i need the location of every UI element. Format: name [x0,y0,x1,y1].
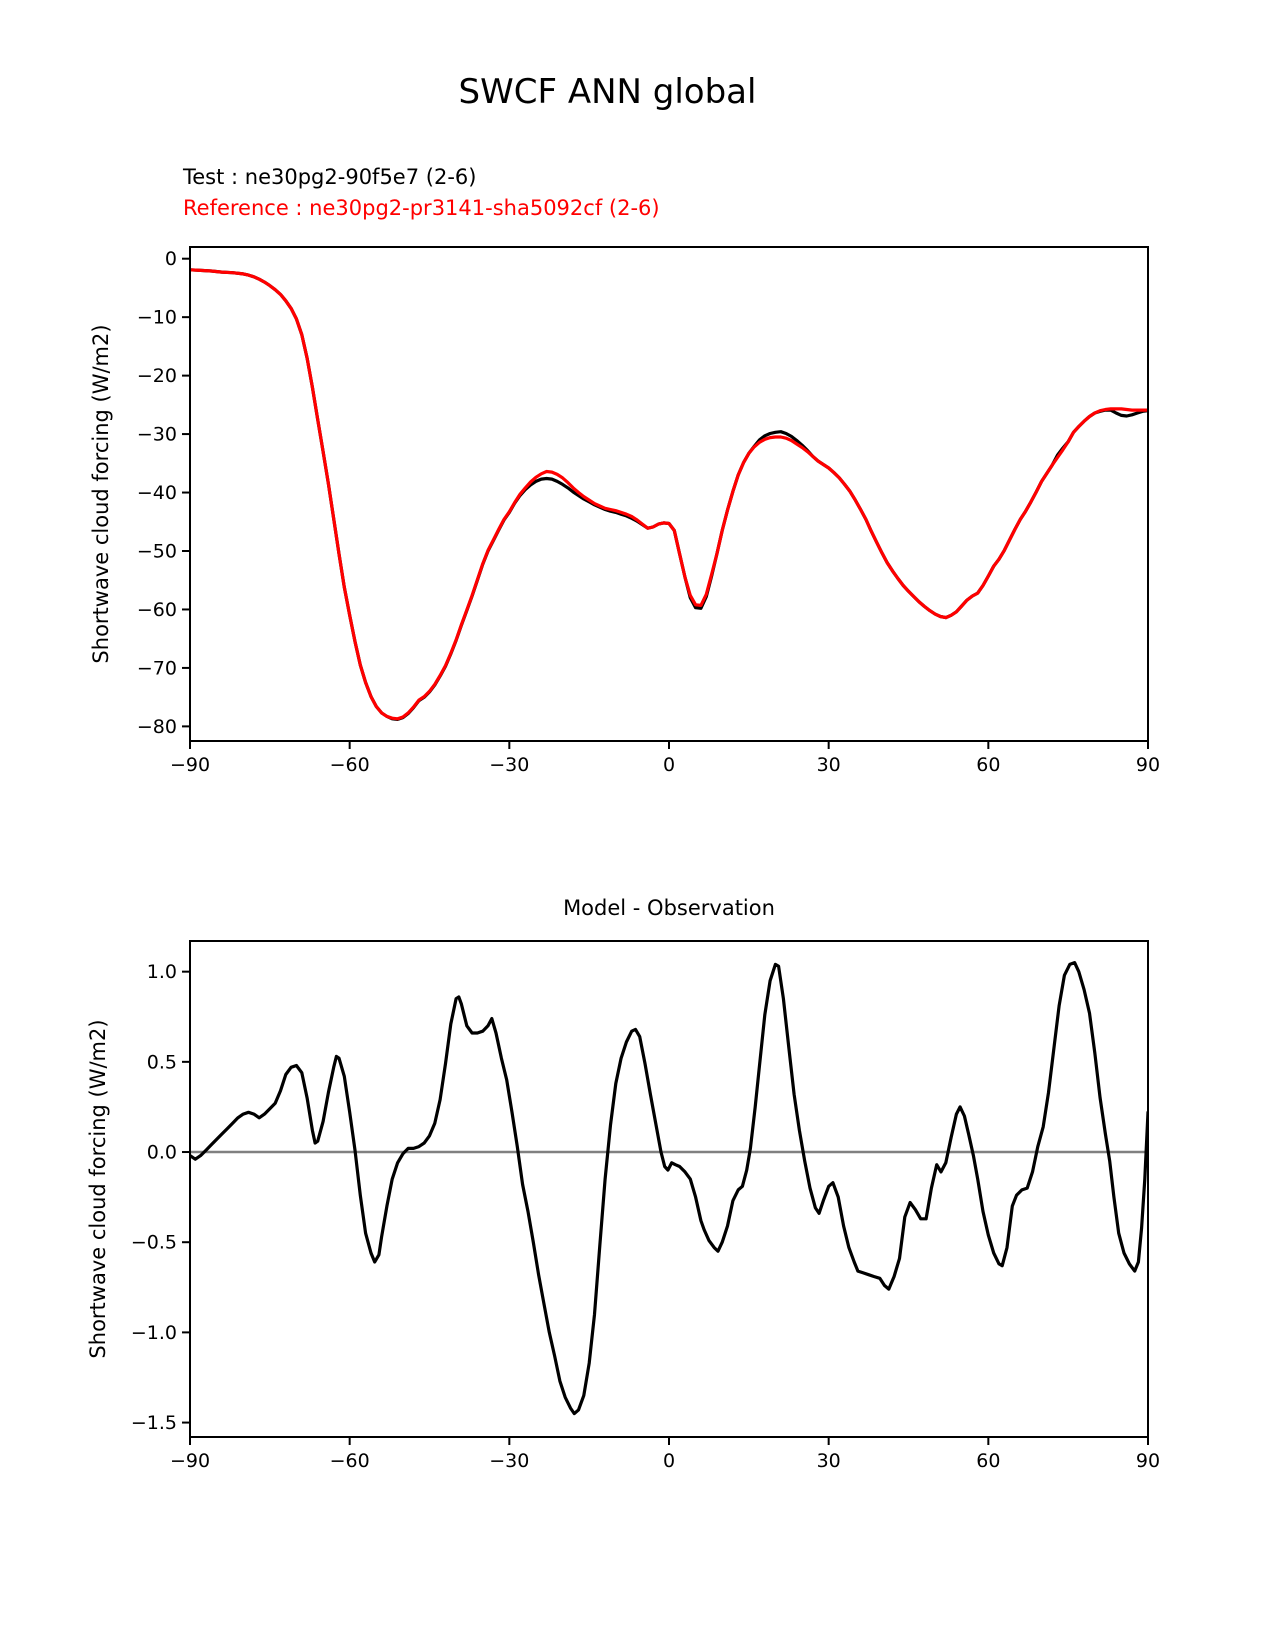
y-tick-label: −1.0 [130,1321,177,1344]
x-tick-label: −30 [489,1450,530,1472]
y-tick-label: −10 [136,306,177,329]
x-tick-label: −60 [329,754,370,776]
y-ticks [137,248,190,738]
x-tick-label: 90 [1135,1450,1161,1472]
y-tick-label: −50 [136,540,177,563]
legend-test-label: Test : ne30pg2-90f5e7 (2-6) [183,165,477,189]
x-tick-label: −90 [169,754,211,776]
x-tick-label: −90 [169,1450,211,1472]
y-tick-label: −30 [136,423,177,446]
y-tick-label: −80 [136,715,177,738]
y-tick-label: −20 [136,365,177,388]
y-tick-label: −0.5 [130,1231,177,1254]
difference-curve [190,963,1148,1414]
model-minus-observation [131,941,1160,1472]
x-tick-label: 30 [816,1450,841,1472]
reference-curve [190,270,1148,719]
x-tick-label: 0 [662,1450,676,1472]
axes-frame [190,247,1148,741]
x-tick-label: 60 [976,1450,1001,1472]
x-tick-label: −30 [489,754,530,776]
legend-reference-label: Reference : ne30pg2-pr3141-sha5092cf (2-6) [183,196,660,220]
y-tick-label: −70 [136,657,177,680]
top-plot-ylabel: Shortwave cloud forcing (W/m2) [89,324,113,664]
x-tick-label: 30 [816,754,841,776]
x-tick-label: 60 [976,754,1001,776]
x-tick-label: 90 [1135,754,1161,776]
y-tick-label: −1.5 [130,1412,177,1435]
y-tick-label: 1.0 [146,961,177,984]
x-ticks [170,741,1160,776]
axes-frame [190,941,1148,1437]
swcf-zonal-mean [137,247,1160,776]
test-curve [190,270,1148,720]
y-tick-label: 0.0 [146,1141,177,1164]
y-tick-label: 0 [164,248,177,271]
y-tick-label: −40 [136,482,177,505]
y-tick-label: −60 [136,598,177,621]
y-tick-label: 0.5 [146,1051,177,1074]
x-tick-label: 0 [662,754,676,776]
x-tick-label: −60 [329,1450,370,1472]
x-ticks [170,1437,1160,1472]
y-ticks [131,961,190,1434]
figure-title: SWCF ANN global [458,72,757,112]
bottom-plot-ylabel: Shortwave cloud forcing (W/m2) [86,1019,110,1359]
bottom-plot-title: Model - Observation [563,896,775,920]
